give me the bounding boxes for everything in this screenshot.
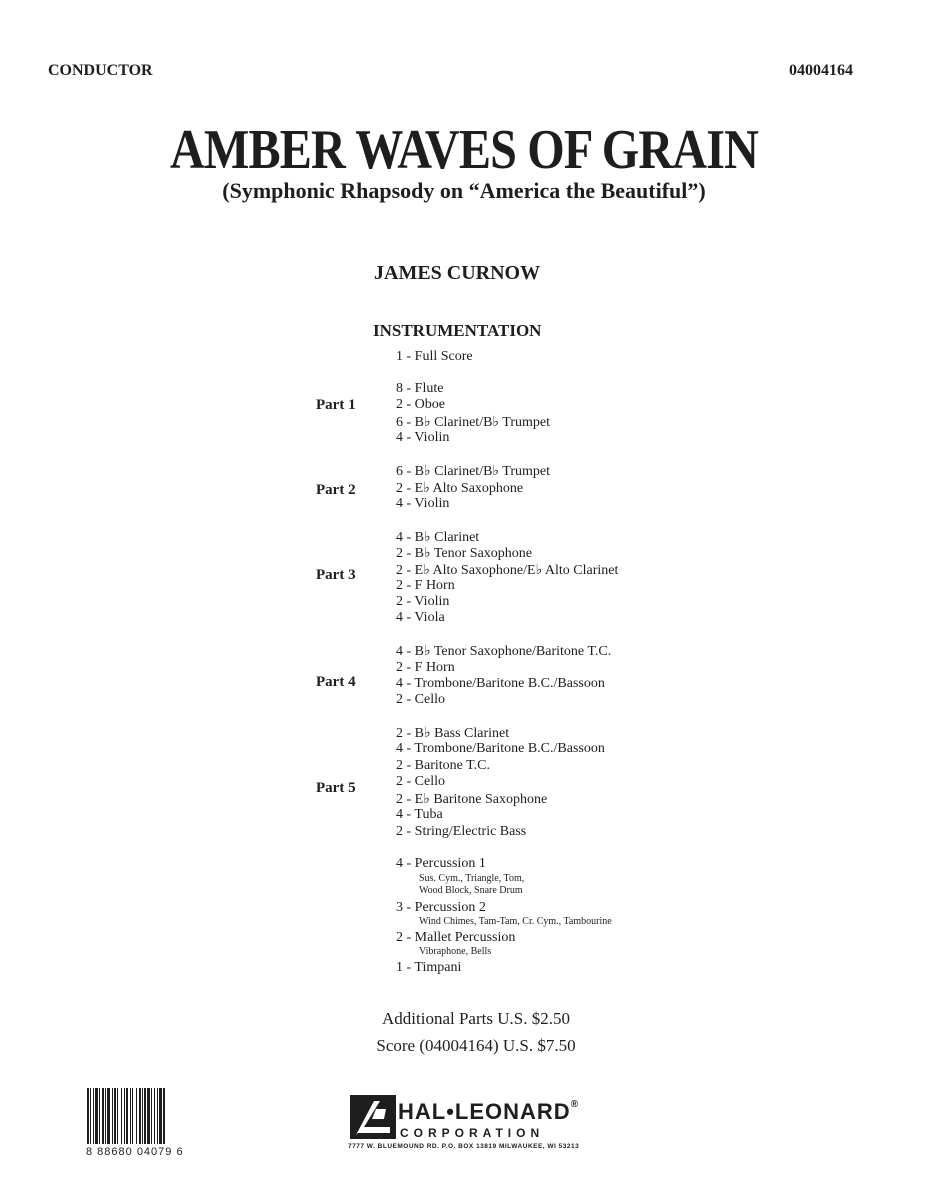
list-item: 2 - Cello bbox=[396, 774, 445, 789]
list-item: 3 - Percussion 2 bbox=[396, 900, 486, 915]
page-title: AMBER WAVES OF GRAIN bbox=[169, 119, 759, 181]
barcode-bar bbox=[144, 1088, 146, 1144]
barcode-bar bbox=[132, 1088, 133, 1144]
list-item: 2 - F Horn bbox=[396, 660, 455, 675]
list-item: 2 - E♭ Alto Saxophone bbox=[396, 481, 524, 496]
barcode-bar bbox=[147, 1088, 150, 1144]
publisher-corporation: CORPORATION bbox=[400, 1126, 545, 1140]
barcode-bar bbox=[154, 1088, 155, 1144]
barcode-bar bbox=[159, 1088, 162, 1144]
list-item: 2 - Mallet Percussion bbox=[396, 930, 516, 945]
publisher-name: HAL•LEONARD® bbox=[398, 1099, 580, 1124]
publisher-address: 7777 W. BLUEMOUND RD. P.O. BOX 13819 MILWAUKEE, WI 53213 bbox=[348, 1143, 580, 1150]
list-item: 4 - B♭ Tenor Saxophone/Baritone T.C. bbox=[396, 644, 612, 659]
barcode-bar bbox=[163, 1088, 165, 1144]
list-item: 1 - Timpani bbox=[396, 960, 462, 975]
header-left-label: CONDUCTOR bbox=[48, 62, 153, 79]
list-item: 2 - E♭ Baritone Saxophone bbox=[396, 792, 548, 807]
list-item: 2 - String/Electric Bass bbox=[396, 824, 527, 839]
list-item: 4 - Trombone/Baritone B.C./Bassoon bbox=[396, 741, 605, 756]
list-item: 4 - Trombone/Baritone B.C./Bassoon bbox=[396, 676, 605, 691]
composer-name: JAMES CURNOW bbox=[374, 262, 541, 284]
instrumentation-heading: INSTRUMENTATION bbox=[373, 321, 542, 340]
part-3-label: Part 3 bbox=[316, 567, 356, 583]
score-price: Score (04004164) U.S. $7.50 bbox=[376, 1036, 576, 1055]
barcode-bar bbox=[117, 1088, 118, 1144]
barcode-bar bbox=[105, 1088, 106, 1144]
list-item: 6 - B♭ Clarinet/B♭ Trumpet bbox=[396, 415, 550, 430]
list-item: 2 - B♭ Bass Clarinet bbox=[396, 726, 510, 741]
barcode-bar bbox=[126, 1088, 128, 1144]
list-item-detail: Wind Chimes, Tam-Tam, Cr. Cym., Tambourine bbox=[419, 916, 612, 927]
list-item: 4 - Viola bbox=[396, 610, 445, 625]
list-item: 4 - Tuba bbox=[396, 807, 443, 822]
barcode-bar bbox=[114, 1088, 116, 1144]
barcode-bar bbox=[139, 1088, 141, 1144]
part-2-label: Part 2 bbox=[316, 482, 356, 498]
barcode-bar bbox=[157, 1088, 158, 1144]
barcode-number: 8 88680 04079 6 bbox=[86, 1146, 184, 1158]
list-item: 2 - E♭ Alto Saxophone/E♭ Alto Clarinet bbox=[396, 563, 619, 578]
hal-leonard-logo-icon bbox=[350, 1095, 396, 1139]
part-5-label: Part 5 bbox=[316, 780, 356, 796]
list-item: 8 - Flute bbox=[396, 381, 444, 396]
additional-parts-price: Additional Parts U.S. $2.50 bbox=[382, 1009, 570, 1028]
barcode-bar bbox=[99, 1088, 100, 1144]
list-item: 2 - Oboe bbox=[396, 397, 445, 412]
list-item-detail: Vibraphone, Bells bbox=[419, 946, 492, 957]
barcode-bar bbox=[93, 1088, 94, 1144]
barcode-bar bbox=[124, 1088, 125, 1144]
barcode-bar bbox=[112, 1088, 113, 1144]
barcode-bar bbox=[95, 1088, 98, 1144]
header-catalog-number: 04004164 bbox=[789, 62, 853, 79]
full-score-item: 1 - Full Score bbox=[396, 349, 473, 364]
list-item-detail: Sus. Cym., Triangle, Tom, bbox=[419, 873, 525, 884]
list-item: 2 - Baritone T.C. bbox=[396, 758, 490, 773]
list-item: 2 - Cello bbox=[396, 692, 445, 707]
barcode-bar bbox=[142, 1088, 143, 1144]
barcode-bar bbox=[130, 1088, 131, 1144]
list-item: 4 - Percussion 1 bbox=[396, 856, 486, 871]
barcode-bar bbox=[121, 1088, 122, 1144]
barcode-image bbox=[86, 1088, 208, 1144]
barcode-bar bbox=[90, 1088, 91, 1144]
barcode-bar bbox=[102, 1088, 104, 1144]
barcode-bar bbox=[136, 1088, 137, 1144]
list-item: 2 - B♭ Tenor Saxophone bbox=[396, 546, 533, 561]
barcode-bar bbox=[87, 1088, 89, 1144]
part-1-label: Part 1 bbox=[316, 397, 356, 413]
list-item: 4 - B♭ Clarinet bbox=[396, 530, 480, 545]
barcode-bar bbox=[151, 1088, 152, 1144]
list-item: 2 - F Horn bbox=[396, 578, 455, 593]
page-subtitle: (Symphonic Rhapsody on “America the Beautiful”) bbox=[222, 178, 706, 203]
list-item: 4 - Violin bbox=[396, 496, 450, 511]
list-item: 6 - B♭ Clarinet/B♭ Trumpet bbox=[396, 464, 550, 479]
part-4-label: Part 4 bbox=[316, 674, 356, 690]
list-item: 4 - Violin bbox=[396, 430, 450, 445]
barcode-bar bbox=[107, 1088, 110, 1144]
list-item-detail: Wood Block, Snare Drum bbox=[419, 885, 523, 896]
list-item: 2 - Violin bbox=[396, 594, 450, 609]
